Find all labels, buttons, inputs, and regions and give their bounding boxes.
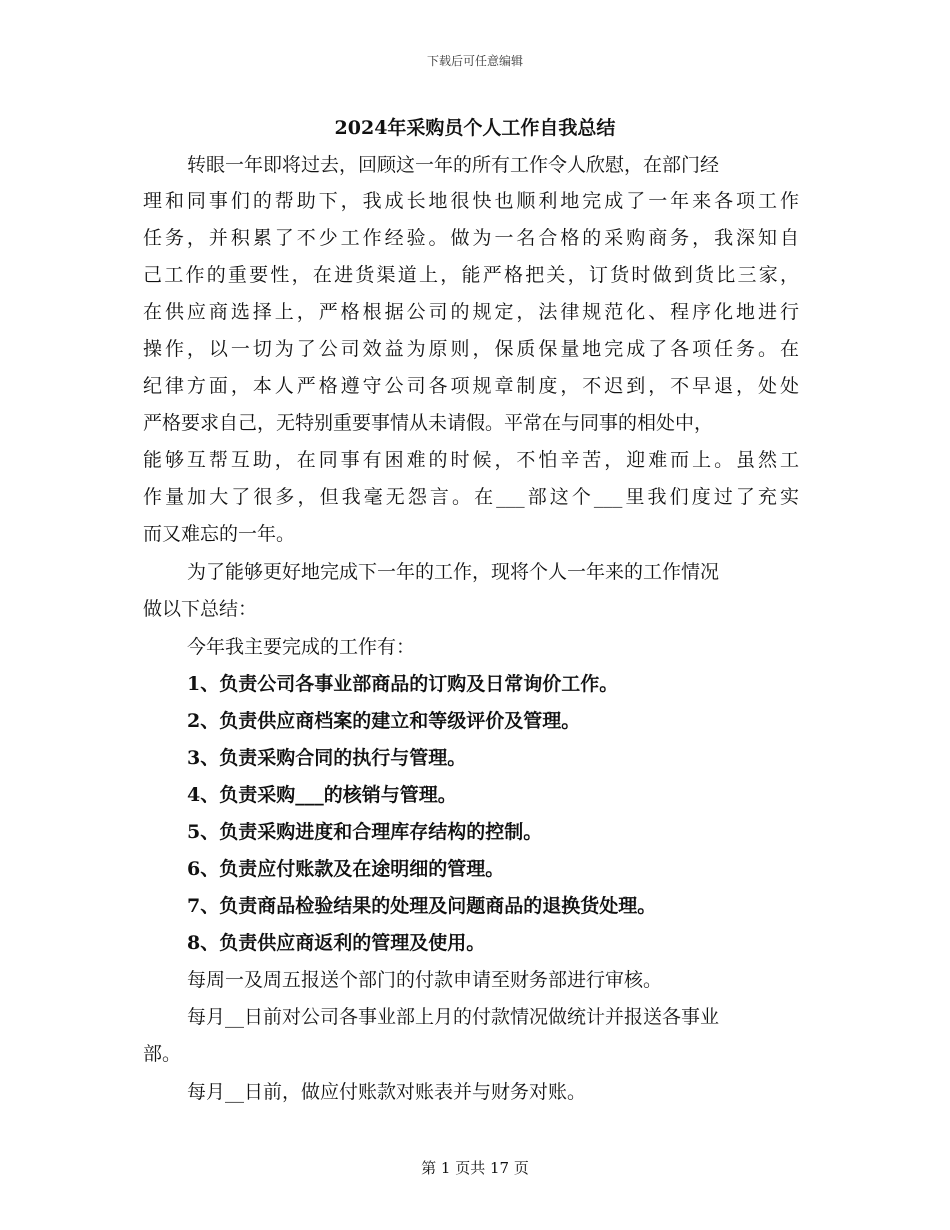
paragraph-line: 而又难忘的一年。 [143,523,296,545]
list-item: 8、负责供应商返利的管理及使用。 [187,932,486,954]
list-intro: 今年我主要完成的工作有： [187,636,416,658]
paragraph-line: 理和同事们的帮助下，我成长地很快也顺利地完成了一年来各项工作 [143,190,799,212]
paragraph-line: 为了能够更好地完成下一年的工作，现将个人一年来的工作情况 [187,561,720,583]
paragraph-line: 转眼一年即将过去，回顾这一年的所有工作令人欣慰，在部门经 [187,154,720,176]
list-item: 7、负责商品检验结果的处理及问题商品的退换货处理。 [187,895,657,917]
document-title: 2024年采购员个人工作自我总结 [334,117,616,139]
page-header: 下载后可任意编辑 [426,54,523,68]
list-item: 6、负责应付账款及在途明细的管理。 [187,858,505,880]
paragraph-line: 做以下总结： [143,598,258,620]
paragraph-line: 每周一及周五报送个部门的付款申请至财务部进行审核。 [187,969,663,991]
paragraph-line: 操作，以一切为了公司效益为原则，保质保量地完成了各项任务。在 [143,338,799,360]
paragraph-line: 己工作的重要性，在进货渠道上，能严格把关，订货时做到货比三家， [143,264,799,286]
page-number: 第 1 页共 17 页 [421,1159,529,1177]
paragraph-line: 纪律方面，本人严格遵守公司各项规章制度，不迟到，不早退，处处 [143,375,799,397]
paragraph-line: 严格要求自己，无特别重要事情从未请假。平常在与同事的相处中， [143,412,714,434]
paragraph-line: 部。 [143,1043,182,1065]
list-item: 2、负责供应商档案的建立和等级评价及管理。 [187,710,581,732]
list-item: 1、负责公司各事业部商品的订购及日常询价工作。 [187,673,619,695]
paragraph-line: 每月__日前，做应付账款对账表并与财务对账。 [187,1081,587,1103]
paragraph-line: 作量加大了很多，但我毫无怨言。在___部这个___里我们度过了充实 [143,486,799,508]
paragraph-line: 能够互帮互助，在同事有困难的时候，不怕辛苦，迎难而上。虽然工 [143,449,799,471]
paragraph-line: 任务，并积累了不少工作经验。做为一名合格的采购商务，我深知自 [143,227,799,249]
list-item: 3、负责采购合同的执行与管理。 [187,747,467,769]
paragraph-line: 在供应商选择上，严格根据公司的规定，法律规范化、程序化地进行 [143,301,799,323]
list-item: 4、负责采购___的核销与管理。 [187,784,457,806]
paragraph-line: 每月__日前对公司各事业部上月的付款情况做统计并报送各事业 [187,1006,720,1028]
list-item: 5、负责采购进度和合理库存结构的控制。 [187,821,543,843]
